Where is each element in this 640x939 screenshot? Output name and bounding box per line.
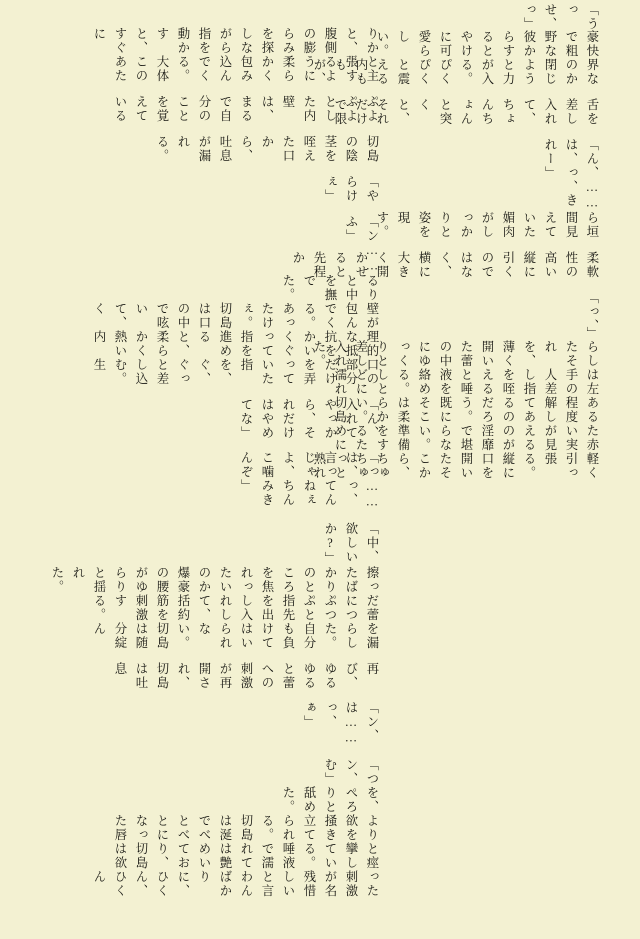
text-column: った刺激が名残惜しいと言わんばかりに、ひくん、ひくん <box>92 870 379 898</box>
text-column: 「中、欲しいか?」 <box>323 522 379 566</box>
text-column: 「やらけぇ」 <box>323 174 379 203</box>
text-column: ぷよぷよとした内壁は、まるで自分のことを覚えている <box>113 95 379 124</box>
text-column: は左手の人差し指を咥えると唾液を絡める。しとどに濡れ <box>333 368 599 397</box>
text-column: 「ん、……は、っ、きれー」 <box>543 138 599 212</box>
text-column: 「ン……ふ」 <box>344 214 379 274</box>
text-column: を漏らした。自分も負けてはいられない。切島は随分綻ん <box>92 621 379 650</box>
text-column: を、ぺろりと舐めた。 <box>281 786 379 815</box>
text-column: より欲を掻き立てられる。切島は涎でべとべとになった唇 <box>113 814 379 843</box>
text-column: りかと、腹側の膨らみを探しながら指を動かすと、すぐに <box>92 27 379 56</box>
text-column: 理的な抵抗をかいくぐって指を進めると、柔らかく熱い内 <box>92 329 379 358</box>
text-column: だ蕾につぷつぷと指先を出し入れして、括約筋を刺激する。 <box>92 593 379 622</box>
text-column: ある程度解してあるのだろう。既にそこは柔らかい。切島 <box>333 396 599 425</box>
text-column: 軽く引っ張る。縦に口を開いたそこから、ちゅちゅっと熟れ <box>312 452 599 480</box>
text-column: 界なのか閉じようと力が入る。ぴくぴくと震える内ももが、 <box>312 58 599 87</box>
text-column: 「っ……は、っ、言ってんじゃねぇよ、ちんこ噛みきんぞ」 <box>239 451 379 511</box>
text-column: 「ン、は……っ、ぁ」 <box>302 701 379 747</box>
text-column: 舌を差し入れて、ちょんちょんと突くと、それだけで限 <box>333 98 599 127</box>
text-column: 口の部分だけを弄っていた指を、ぐ、ぐっと差し込む。生 <box>92 357 379 386</box>
text-column: 再び、ゆるゆると蕾への刺激が再開され、切島は吐息 <box>113 661 379 690</box>
text-column: 「ん、入れてやっから、それだけはやめてな」 <box>239 397 379 440</box>
text-column: と主張するように柔らかく包み込んでくる。大体このあた <box>113 55 379 84</box>
text-column: 擦ったばかりのところを焦れったいのか爆豪の腰がゆらりと揺れた。 <box>50 565 379 594</box>
text-column: 豪快で粗野な彼からするとやけに可愛らしい。 <box>375 30 599 59</box>
text-column: た赤い実が見えるのが淫靡で堪らない。準備をするために <box>333 424 599 453</box>
text-column: らしたそれを、薄く開いた蕾の中にゆっくりと差し入れた。 <box>312 340 599 369</box>
left-text-block <box>46 27 382 898</box>
text-column: と痙攣している。唾液で濡れては艶めいており、切島は欲 <box>113 842 379 871</box>
text-column: 柔軟性の高い縦に引くのではなく、横に大きく開かせると先程か <box>291 250 599 279</box>
text-column: 「うっせ、っ」 <box>522 2 599 31</box>
text-column: 壁が包んでくる。あったけぇ。切島は口の中で呟いて、く <box>92 301 379 330</box>
text-column: 「つン、む」 <box>323 758 379 787</box>
text-column: ら垣間見えていた媚肉がしっかりと姿を現す。 <box>375 211 599 239</box>
text-column: 切島の陰茎を咥えた口から、吐息が漏れる。 <box>155 135 379 163</box>
text-column: 「っ、」 <box>585 290 599 341</box>
text-column: るりと中を撫でた。 <box>281 273 379 302</box>
